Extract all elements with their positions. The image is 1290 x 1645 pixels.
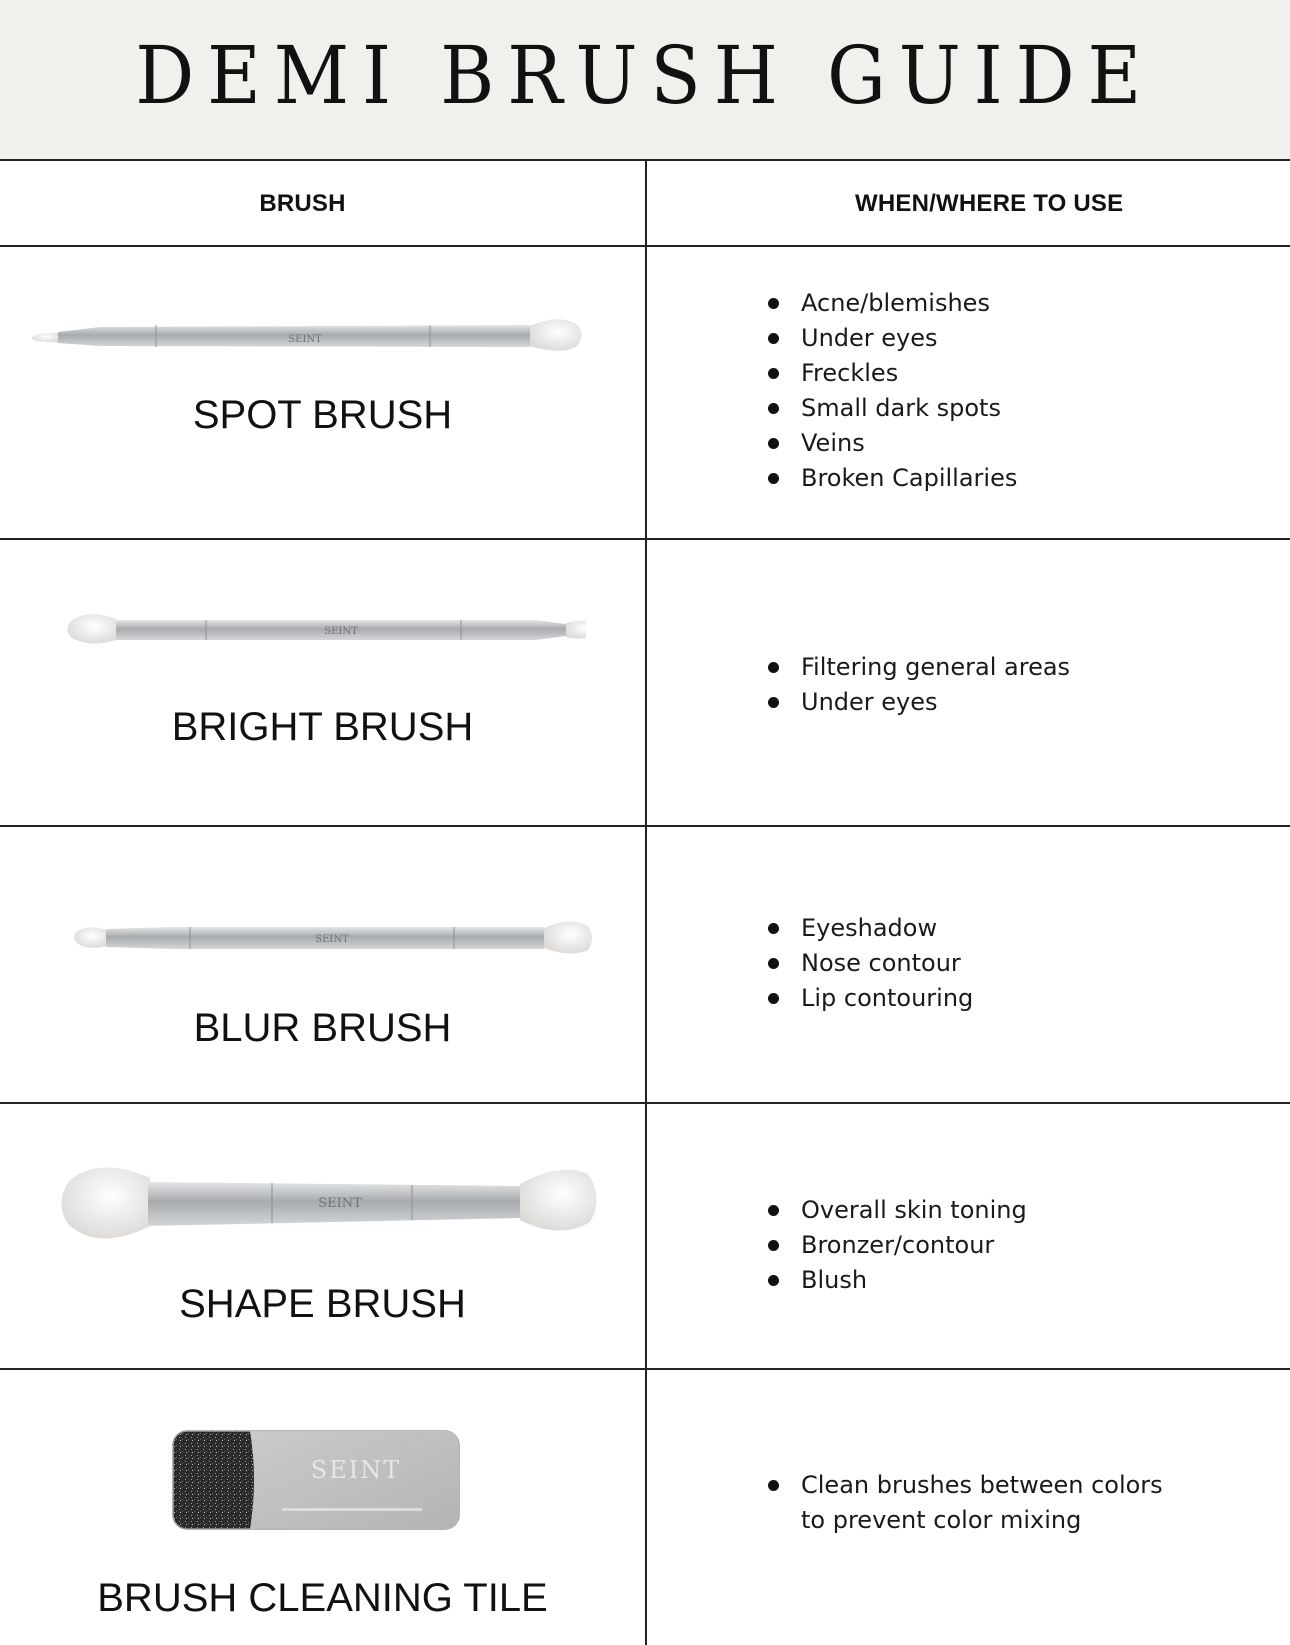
- list-item: Blush: [768, 1263, 1248, 1298]
- brush-name: BLUR BRUSH: [193, 1006, 452, 1050]
- brand-mark: SEINT: [288, 334, 322, 345]
- list-item: Bronzer/contour: [768, 1228, 1248, 1263]
- brand-mark: SEINT: [310, 1456, 402, 1484]
- brush-name: SPOT BRUSH: [192, 393, 453, 437]
- use-list: [768, 650, 1248, 720]
- list-item: Acne/blemishes: [768, 286, 1248, 321]
- list-item: Broken Capillaries: [768, 461, 1248, 496]
- list-item: Lip contouring: [768, 981, 1248, 1016]
- use-list: [768, 911, 1248, 1016]
- list-item: Eyeshadow: [768, 911, 1248, 946]
- use-list: [768, 1468, 1188, 1538]
- shape-brush-image: [60, 1160, 600, 1250]
- column-divider: [645, 160, 647, 1645]
- cleaning-tile-image: [172, 1430, 462, 1530]
- list-item: Small dark spots: [768, 391, 1248, 426]
- brand-mark: SEINT: [318, 1196, 362, 1211]
- list-item: Clean brushes between colors to prevent color mixing: [768, 1468, 1188, 1538]
- bright-brush-image: [66, 610, 586, 650]
- brand-mark: SEINT: [315, 934, 349, 945]
- use-list: [768, 1193, 1248, 1298]
- list-item: Under eyes: [768, 321, 1248, 356]
- list-item: Freckles: [768, 356, 1248, 391]
- column-header-brush: BRUSH: [259, 190, 346, 217]
- title-banner: [0, 0, 1290, 160]
- list-item: Filtering general areas: [768, 650, 1248, 685]
- spot-brush-image: [30, 315, 590, 360]
- list-item: Overall skin toning: [768, 1193, 1248, 1228]
- brush-name: SHAPE BRUSH: [179, 1282, 466, 1326]
- column-header-use: WHEN/WHERE TO USE: [855, 190, 1124, 217]
- list-item: Nose contour: [768, 946, 1248, 981]
- brand-mark: SEINT: [324, 626, 358, 637]
- brush-name: BRIGHT BRUSH: [171, 705, 474, 749]
- page-title: DEMI BRUSH GUIDE: [135, 28, 1155, 122]
- list-item: Veins: [768, 426, 1248, 461]
- list-item: Under eyes: [768, 685, 1248, 720]
- use-list: [768, 286, 1248, 496]
- brush-name: BRUSH CLEANING TILE: [97, 1576, 548, 1620]
- blur-brush-image: [74, 918, 594, 958]
